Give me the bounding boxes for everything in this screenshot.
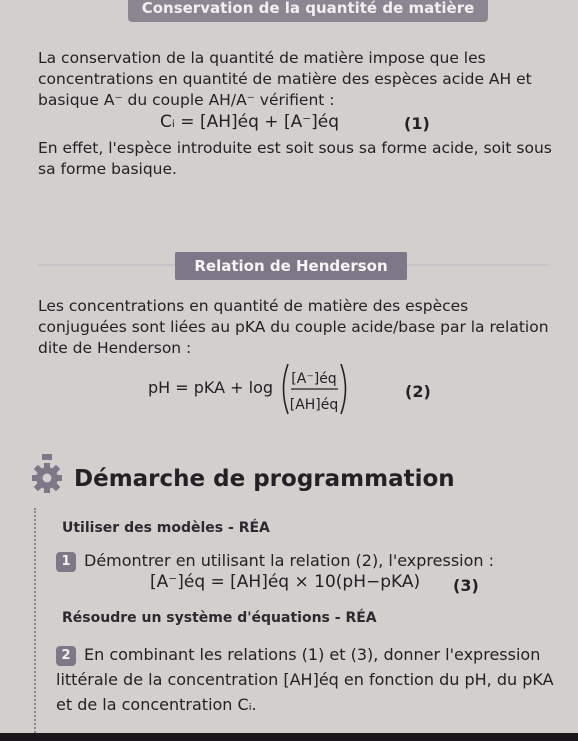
skill-label-2: Résoudre un système d'équations - RÉA (62, 610, 377, 626)
equation-1-number: (1) (404, 114, 430, 133)
henderson-paragraph: Les concentrations en quantité de matière des espèces conjuguées sont liées au pKA du couple acide/base par la relation dite de Henderson : (38, 297, 549, 357)
section-label-henderson: Relation de Henderson (175, 252, 407, 280)
page-header-title: Conservation de la quantité de matière (128, 0, 488, 22)
gear-icon (28, 454, 66, 498)
step-2-badge: 2 (56, 646, 76, 666)
step-1-text: Démontrer en utilisant la relation (2), l'expression : (84, 551, 494, 570)
explanation-paragraph: En effet, l'espèce introduite est soit sous sa forme acide, soit sous sa forme basique. (38, 139, 552, 178)
step-2 (56, 642, 566, 717)
equation-3-number: (3) (453, 576, 479, 595)
skill-label-1: Utiliser des modèles - RÉA (62, 520, 270, 536)
equation-2-number: (2) (405, 382, 431, 401)
henderson-lhs: pH = pKA + log (148, 378, 274, 397)
left-paren (284, 364, 289, 414)
section-title-programming: Démarche de programmation (74, 466, 455, 492)
intro-paragraph: La conservation de la quantité de matière impose que les concentrations en quantité de matière des espèces acide AH et basique A⁻ du couple AH/A⁻ vérifient : (38, 49, 532, 109)
henderson-equation (148, 356, 388, 422)
dotted-rule (34, 508, 36, 740)
step-2-text: En combinant les relations (1) et (3), donner l'expression littérale de la concentration [AH]éq en fonction du pH, du pKA et de la concentration Cᵢ. (56, 645, 554, 714)
page-bottom-edge (0, 733, 578, 741)
equation-1: Cᵢ = [AH]éq + [A⁻]éq (160, 112, 340, 132)
step-1 (56, 548, 566, 573)
henderson-numerator: [A⁻]éq (291, 371, 337, 387)
henderson-denominator: [AH]éq (289, 397, 339, 413)
equation-3: [A⁻]éq = [AH]éq × 10(pH−pKA) (150, 572, 421, 592)
step-1-badge: 1 (56, 552, 76, 572)
right-paren (341, 364, 346, 414)
